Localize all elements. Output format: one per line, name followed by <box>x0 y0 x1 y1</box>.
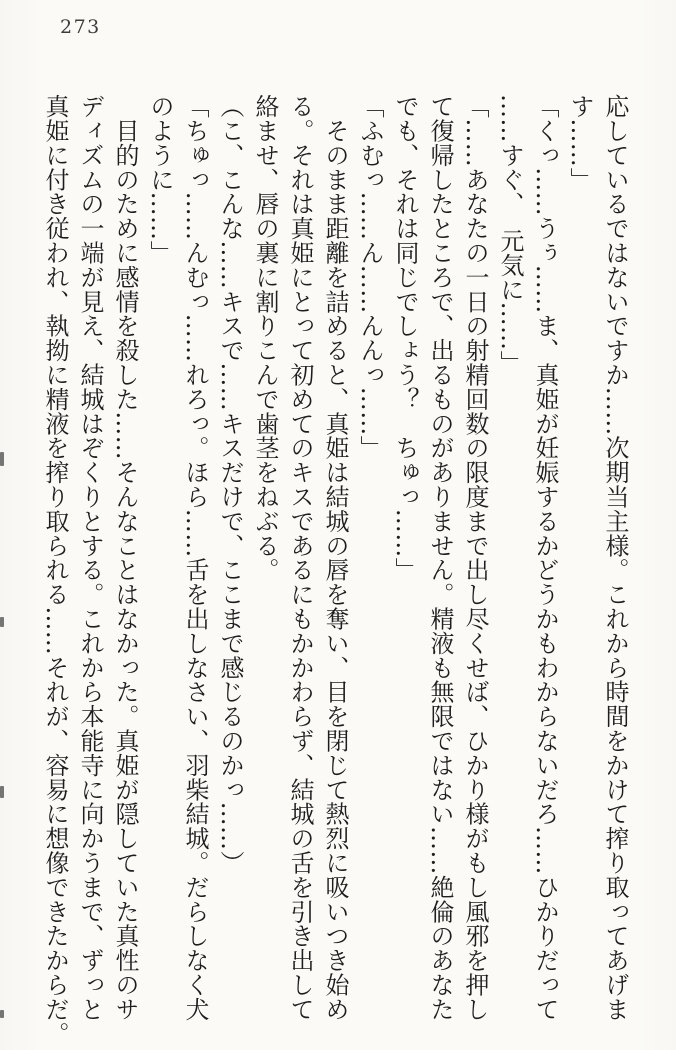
text-column: 「ちゅっ……んむっ……れろっ。ほら……舌を出しなさい、羽柴結城。だらしなく犬 <box>181 94 209 1022</box>
text-column: ディズムの一端が見え、結城はぞくりとする。これから本能寺に向かうまで、ずっと <box>76 94 104 1022</box>
text-column: す……」 <box>566 94 594 192</box>
text-block <box>37 94 632 1046</box>
text-column: 「ふむっ……ん……んんっ……」 <box>356 94 384 460</box>
text-column: のように……」 <box>146 94 174 265</box>
text-column: ……すぐ、 元気に……」 <box>496 94 524 375</box>
text-column: 目的のために感情を殺した……そんなことはなかった。真姫が隠していた真性のサ <box>111 94 139 1022</box>
scan-artifact <box>0 1010 4 1018</box>
scan-artifact <box>0 786 4 798</box>
text-column: 「……あなたの一日の射精回数の限度まで出し尽くせば、ひかり様がもし風邪を押し <box>461 94 489 1022</box>
text-column: （こ、こんな……キスで……キスだけで、ここまで感じるのかっ……） <box>216 94 244 875</box>
text-column: 絡ませ、唇の裏に割りこんで歯茎をねぶる。 <box>251 94 279 582</box>
text-column: 真姫に付き従われ、執拗に精液を搾り取られる……それが、容易に想像できたからだ。 <box>41 94 69 1046</box>
scan-artifact <box>0 452 4 466</box>
text-column: 応しているではないですか……次期当主様。これから時間をかけて搾り取ってあげま <box>601 94 629 1022</box>
text-column: る。それは真姫にとって初めてのキスであるにもかかわらず、結城の舌を引き出して <box>286 94 314 1022</box>
text-column: 「くっ……うぅ……ま、真姫が妊娠するかどうかもわからないだろ……ひかりだって <box>531 94 559 1022</box>
scan-artifact <box>0 617 4 627</box>
text-column: て復帰したところで、出るものがありません。精液も無限ではない……絶倫のあなた <box>426 94 454 1022</box>
text-column: でも、それは同じでしょう？ ちゅっ……」 <box>391 94 419 582</box>
page-number: 273 <box>60 16 101 38</box>
text-column: そのまま距離を詰めると、真姫は結城の唇を奪い、目を閉じて熱烈に吸いつき始め <box>321 94 349 1022</box>
